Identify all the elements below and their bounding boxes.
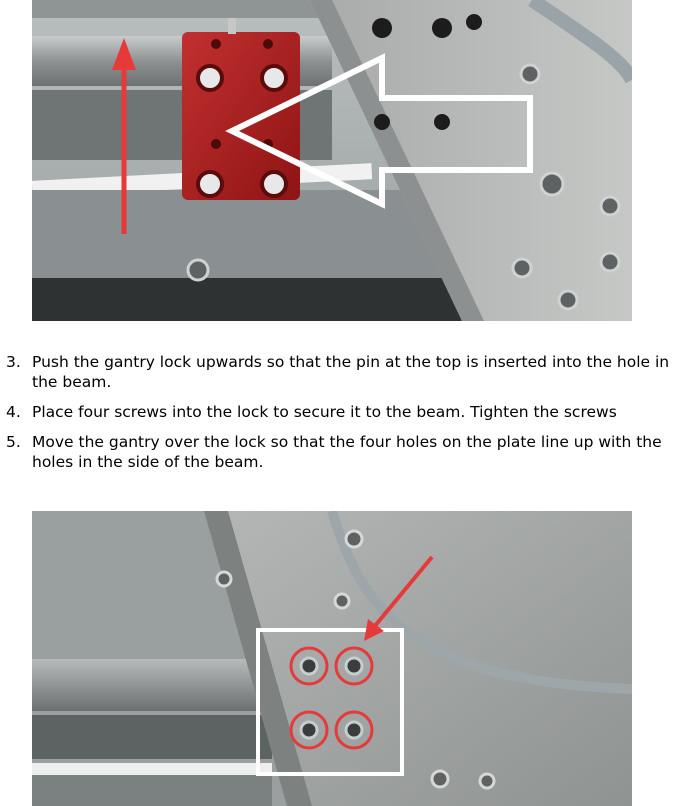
rail-stripe [32,763,272,775]
step-number: 3. [6,353,21,371]
step-item [6,402,683,422]
photo-bottom-graphic [32,511,632,806]
step-number: 4. [6,403,21,421]
step-number: 5. [6,433,21,451]
photo-top-graphic [32,0,632,321]
step-text: Place four screws into the lock to secure it to the beam. Tighten the screws [32,403,617,421]
rail-dark [32,715,272,759]
step-item [6,432,683,472]
photo-gantry-plate-holes [32,511,632,806]
rail-bottom [32,775,272,806]
rail-top [32,659,272,711]
step-text: Push the gantry lock upwards so that the pin at the top is inserted into the hole in the beam. [32,353,670,391]
instruction-steps [0,352,683,482]
photo-gantry-lock-upward [32,0,632,321]
step-item [6,352,683,392]
step-text: Move the gantry over the lock so that the four holes on the plate line up with the holes in the side of the beam. [32,433,662,471]
